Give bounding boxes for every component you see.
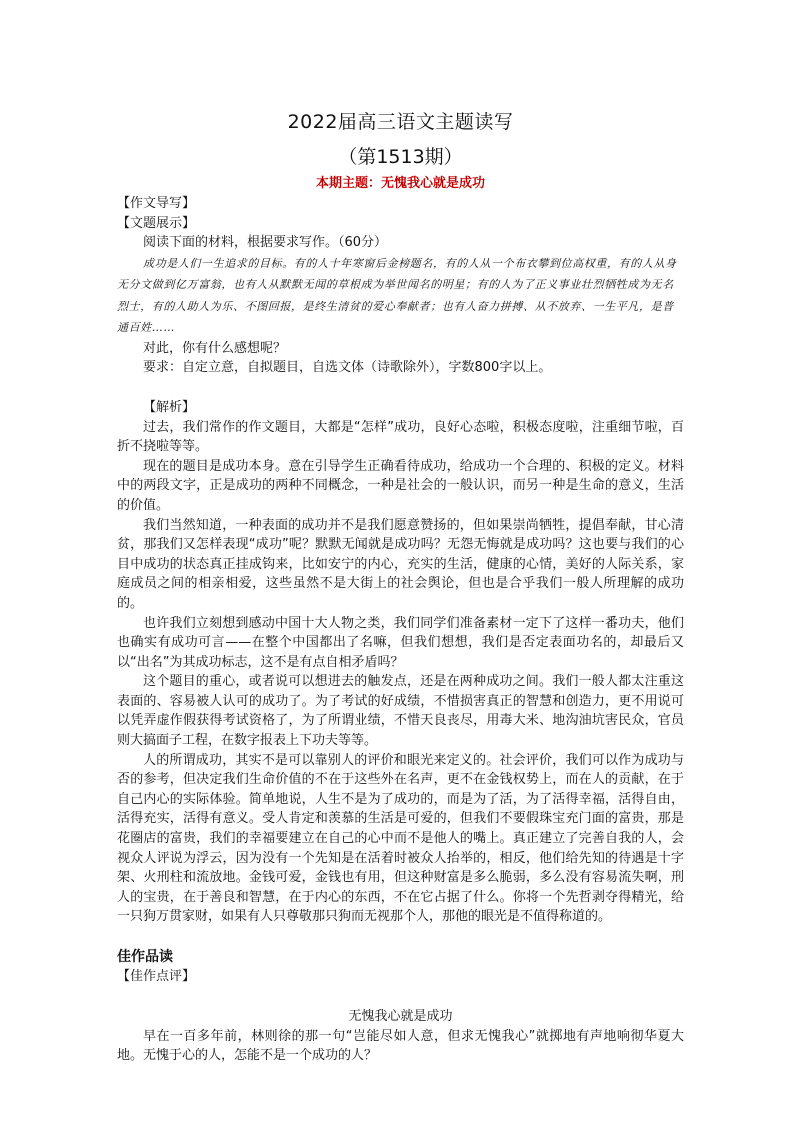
issue-theme: 本期主题：无愧我心就是成功 <box>315 176 485 191</box>
material-text: 成功是人们一生追求的目标。有的人十年寒窗后金榜题名，有的人从一个布衣攀到位高权重，有的人从身无分文做到亿万富翁，也有人从默默无闻的草根成为举世闻名的明星；有的人为了正义事业壮烈牺牲成为无名烈士，有的人助人为乐、不图回报，是终生清贫的爱心奉献者；也有人奋力拼搏、从不放弃、一生平凡，是普通百姓…… <box>117 256 677 335</box>
essay-paragraph: 早在一百多年前，林则徐的那一句“岂能尽如人意，但求无愧我心”就掷地有声地响彻华夏大地。无愧于心的人，怎能不是一个成功的人？ <box>117 1028 684 1064</box>
analysis-paragraph: 人的所谓成功，其实不是可以靠别人的评价和眼光来定义的。社会评价，我们可以作为成功与否的参考，但决定我们生命价值的不在于这些外在名声，更不在金钱权势上，而在人的贡献，在于自己内心的实际体验。简单地说，人生不是为了成功的，而是为了活，为了活得幸福，活得自由，活得充实，活得有意义。受人肯定和羡慕的生活是可爱的，但我们不要假珠宝充门面的富贵，那是花圈店的富贵，我们的幸福要建立在自己的心中而不是他人的嘴上。真正建立了完善自我的人，会视众人评说为浮云，因为没有一个先知是在活着时被众人抬举的，相反，他们给先知的待遇是十字架、火刑柱和流放地。金钱可爱，金钱也有用，但这种财富是多么脆弱，多么没有容易流失啊，刑人的宝贵，在于善良和智慧，在于内心的东西，不在它占据了什么。你将一个先哲剥夺得精光，给一只狗万贯家财，如果有人只尊敬那只狗而无视那个人，那他的眼光是不值得称道的。 <box>117 752 684 925</box>
essay-title: 无愧我心就是成功 <box>348 1008 453 1024</box>
section-heading-guide: 【作文导写】 <box>117 196 196 211</box>
issue-number: （第1513期） <box>338 146 463 168</box>
section-heading-prompt: 【文题展示】 <box>117 215 196 231</box>
analysis-paragraph: 这个题目的重心，或者说可以想进去的触发点，还是在两种成功之间。我们一般人都太注重这表面的、容易被人认可的成功了。为了考试的好成绩，不惜损害真正的智慧和创造力，更不用说可以凭弄虚作假获得考试资格了，为了所谓业绩，不惜天良丧尽，用毒大米、地沟油坑害民众，官员则大搞面子工程，在数字报表上下功夫等等。 <box>117 674 684 749</box>
spacer <box>117 378 684 398</box>
spacer <box>117 987 684 1007</box>
section-heading-analysis: 【解析】 <box>143 399 196 415</box>
analysis-paragraph: 现在的题目是成功本身。意在引导学生正确看待成功，给成功一个合理的、积极的定义。材料中的两段文字，正是成功的两种不同概念，一种是社会的一般认识，而另一种是生命的意义，生活的价值。 <box>117 458 684 513</box>
requirement-text: 要求：自定立意，自拟题目，自选文体（诗歌除外），字数800字以上。 <box>143 360 552 376</box>
analysis-paragraph: 也许我们立刻想到感动中国十大人物之类，我们同学们准备素材一定下了这样一番功夫，他们也确实有成功可言——在整个中国都出了名嘛，但我们想想，我们是否定表面功名的，却最后又以“出名”为其成功标志，这不是有点自相矛盾吗？ <box>117 615 684 670</box>
question-text: 对此，你有什么感想呢？ <box>143 340 287 356</box>
analysis-paragraph: 我们当然知道，一种表面的成功并不是我们愿意赞扬的，但如果崇尚牺牲，提倡奉献，甘心清贫，那我们又怎样表现“成功”呢？默默无闻就是成功吗？无怨无悔就是成功吗？这也要与我们的心目中成功的状态真正挂成钩来，比如安宁的内心，充实的生活，健康的心情，美好的人际关系，家庭成员之间的相亲相爱，这些虽然不是大街上的社会舆论，但也是合乎我们一般人所理解的成功的。 <box>117 517 684 611</box>
spacer <box>117 927 684 947</box>
document-title: 2022届高三语文主题读写 <box>287 111 514 133</box>
content-column <box>117 98 684 1066</box>
section-heading-review: 【佳作点评】 <box>117 969 196 984</box>
instruction-text: 阅读下面的材料，根据要求写作。（60分） <box>143 235 388 251</box>
section-heading-excellent: 佳作品读 <box>117 949 173 965</box>
analysis-paragraph: 过去，我们常作的作文题目，大都是“怎样”成功，良好心态啦，积极态度啦，注重细节啦，百折不挠啦等等。 <box>117 419 684 455</box>
